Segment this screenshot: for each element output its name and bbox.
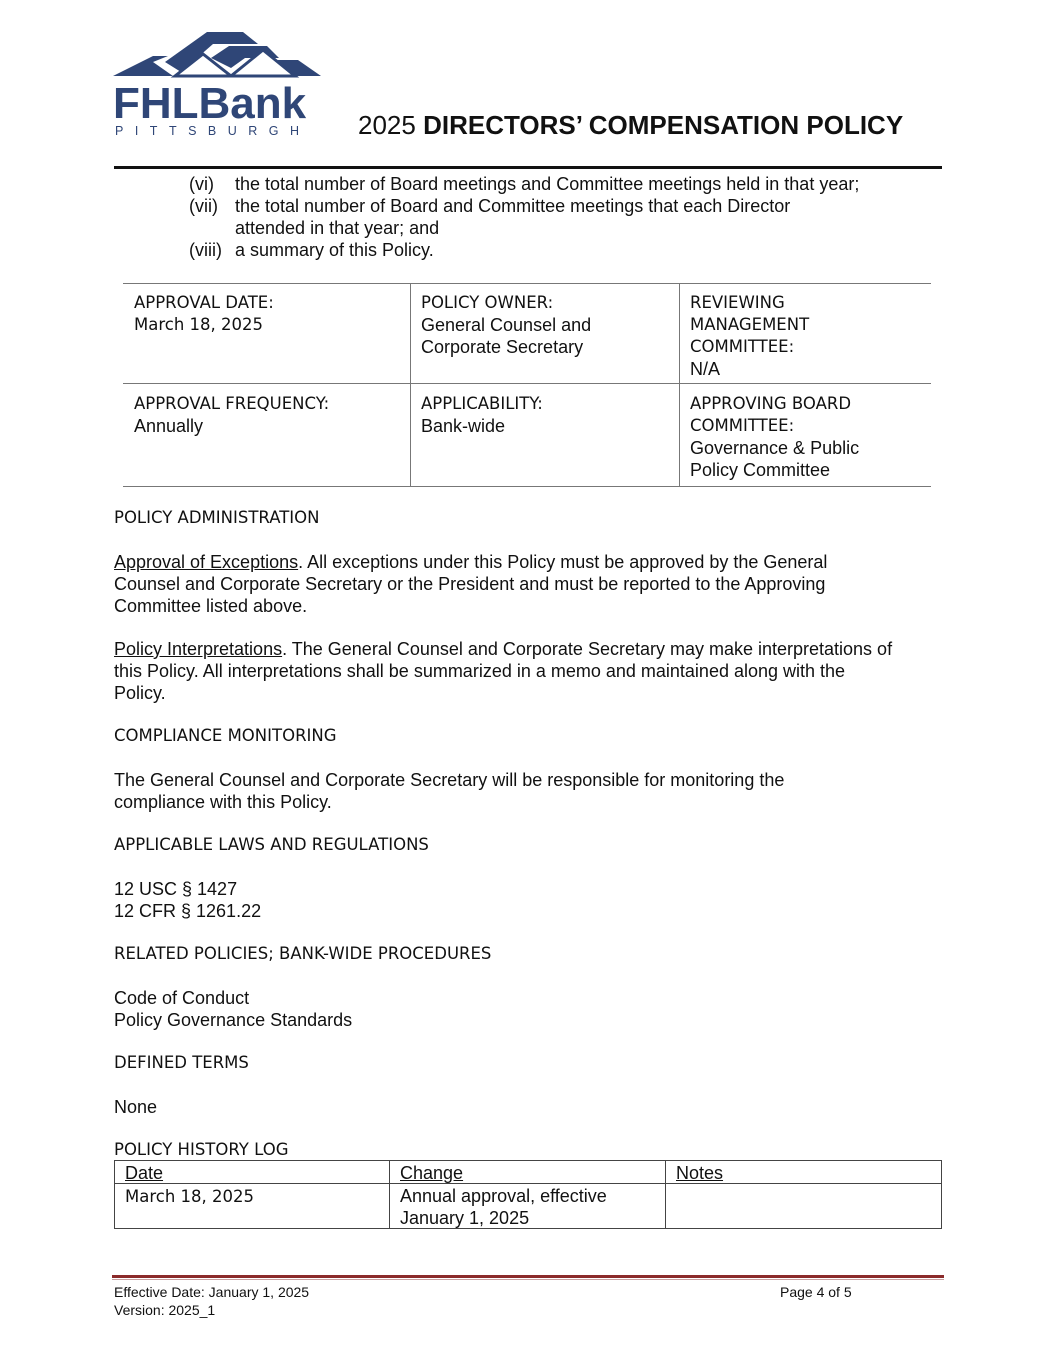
footer-version: Version: 2025_1 [114, 1302, 216, 1318]
svg-text:PITTSBURGH: PITTSBURGH [115, 124, 311, 138]
applicability-value: Bank-wide [421, 416, 506, 436]
approval-frequency-cell [134, 393, 329, 437]
policy-owner-cell [421, 292, 591, 358]
policy-title [358, 110, 903, 141]
policy-owner-label: POLICY OWNER: [421, 293, 554, 312]
table-divider [115, 1183, 941, 1184]
column-header-date: Date [125, 1163, 164, 1183]
paragraph-text: compliance with this Policy. [114, 792, 332, 812]
policy-title-year: 2025 [358, 110, 416, 140]
section-heading: COMPLIANCE MONITORING [114, 726, 337, 745]
approval-table [123, 283, 931, 487]
table-divider [389, 1161, 390, 1228]
reviewing-label: REVIEWING [690, 293, 785, 312]
interpretations-paragraph [114, 638, 892, 660]
list-number: (vii) [189, 196, 218, 216]
footer-divider [112, 1275, 944, 1278]
history-table [114, 1160, 942, 1229]
defined-terms-value: None [114, 1097, 158, 1117]
list-text: attended in that year; and [235, 218, 440, 238]
board-label: COMMITTEE: [690, 416, 795, 435]
table-divider [679, 284, 680, 486]
footer-effective-date: Effective Date: January 1, 2025 [114, 1284, 310, 1300]
frequency-value: Annually [134, 416, 204, 436]
table-divider [410, 284, 411, 486]
board-label: APPROVING BOARD [690, 394, 852, 413]
history-date: March 18, 2025 [125, 1187, 255, 1206]
list-number: (vi) [189, 174, 214, 194]
law-item: 12 USC § 1427 [114, 879, 238, 899]
exceptions-title: Approval of Exceptions [114, 552, 299, 572]
applicability-label: APPLICABILITY: [421, 394, 543, 413]
history-change [400, 1185, 607, 1229]
paragraph-text: Policy. [114, 683, 166, 703]
approval-date-cell [134, 292, 274, 336]
board-value: Governance & Public [690, 438, 860, 458]
table-divider [665, 1161, 666, 1228]
table-divider [123, 383, 931, 384]
interpretations-title: Policy Interpretations [114, 639, 283, 659]
paragraph-text: this Policy. All interpretations shall be summarized in a memo and maintained along with the [114, 661, 846, 681]
footer-divider [112, 1279, 944, 1280]
law-item: 12 CFR § 1261.22 [114, 901, 262, 921]
paragraph-text: Counsel and Corporate Secretary or the President and must be reported to the Approving [114, 574, 826, 594]
svg-text:FHLBank: FHLBank [113, 79, 307, 128]
frequency-label: APPROVAL FREQUENCY: [134, 394, 330, 413]
reviewing-committee-cell [690, 292, 809, 380]
reviewing-label: COMMITTEE: [690, 337, 795, 356]
policy-title-name: DIRECTORS’ COMPENSATION POLICY [423, 110, 904, 140]
history-change-line: January 1, 2025 [400, 1208, 530, 1228]
approval-date-value: March 18, 2025 [134, 315, 264, 334]
column-header-notes: Notes [676, 1163, 724, 1183]
paragraph-text: . The General Counsel and Corporate Secretary may make interpretations of [282, 639, 893, 659]
paragraph-text: . All exceptions under this Policy must be approved by the General [298, 552, 828, 572]
history-change-line: Annual approval, effective [400, 1186, 607, 1206]
section-heading: APPLICABLE LAWS AND REGULATIONS [114, 835, 429, 854]
list-text: the total number of Board meetings and Committee meetings held in that year; [235, 174, 860, 194]
header-divider [114, 166, 942, 169]
related-item: Policy Governance Standards [114, 1010, 353, 1030]
related-item: Code of Conduct [114, 988, 250, 1008]
footer-page-number: Page 4 of 5 [780, 1284, 852, 1300]
reviewing-value: N/A [690, 359, 721, 379]
paragraph-text: The General Counsel and Corporate Secretary will be responsible for monitoring the [114, 770, 785, 790]
exceptions-paragraph [114, 551, 827, 573]
section-heading: DEFINED TERMS [114, 1053, 249, 1072]
approval-date-label: APPROVAL DATE: [134, 293, 274, 312]
list-number: (viii) [189, 240, 222, 260]
fhlbank-logo [113, 28, 328, 140]
paragraph-text: Committee listed above. [114, 596, 308, 616]
board-value: Policy Committee [690, 460, 831, 480]
list-text: the total number of Board and Committee meetings that each Director [235, 196, 791, 216]
policy-owner-value: General Counsel and [421, 315, 592, 335]
applicability-cell [421, 393, 543, 437]
reviewing-label: MANAGEMENT [690, 315, 810, 334]
section-heading: POLICY ADMINISTRATION [114, 508, 320, 527]
column-header-change: Change [400, 1163, 464, 1183]
policy-owner-value: Corporate Secretary [421, 337, 584, 357]
section-heading: RELATED POLICIES; BANK-WIDE PROCEDURES [114, 944, 492, 963]
section-heading: POLICY HISTORY LOG [114, 1140, 289, 1159]
approving-board-cell [690, 393, 859, 481]
list-text: a summary of this Policy. [235, 240, 434, 260]
